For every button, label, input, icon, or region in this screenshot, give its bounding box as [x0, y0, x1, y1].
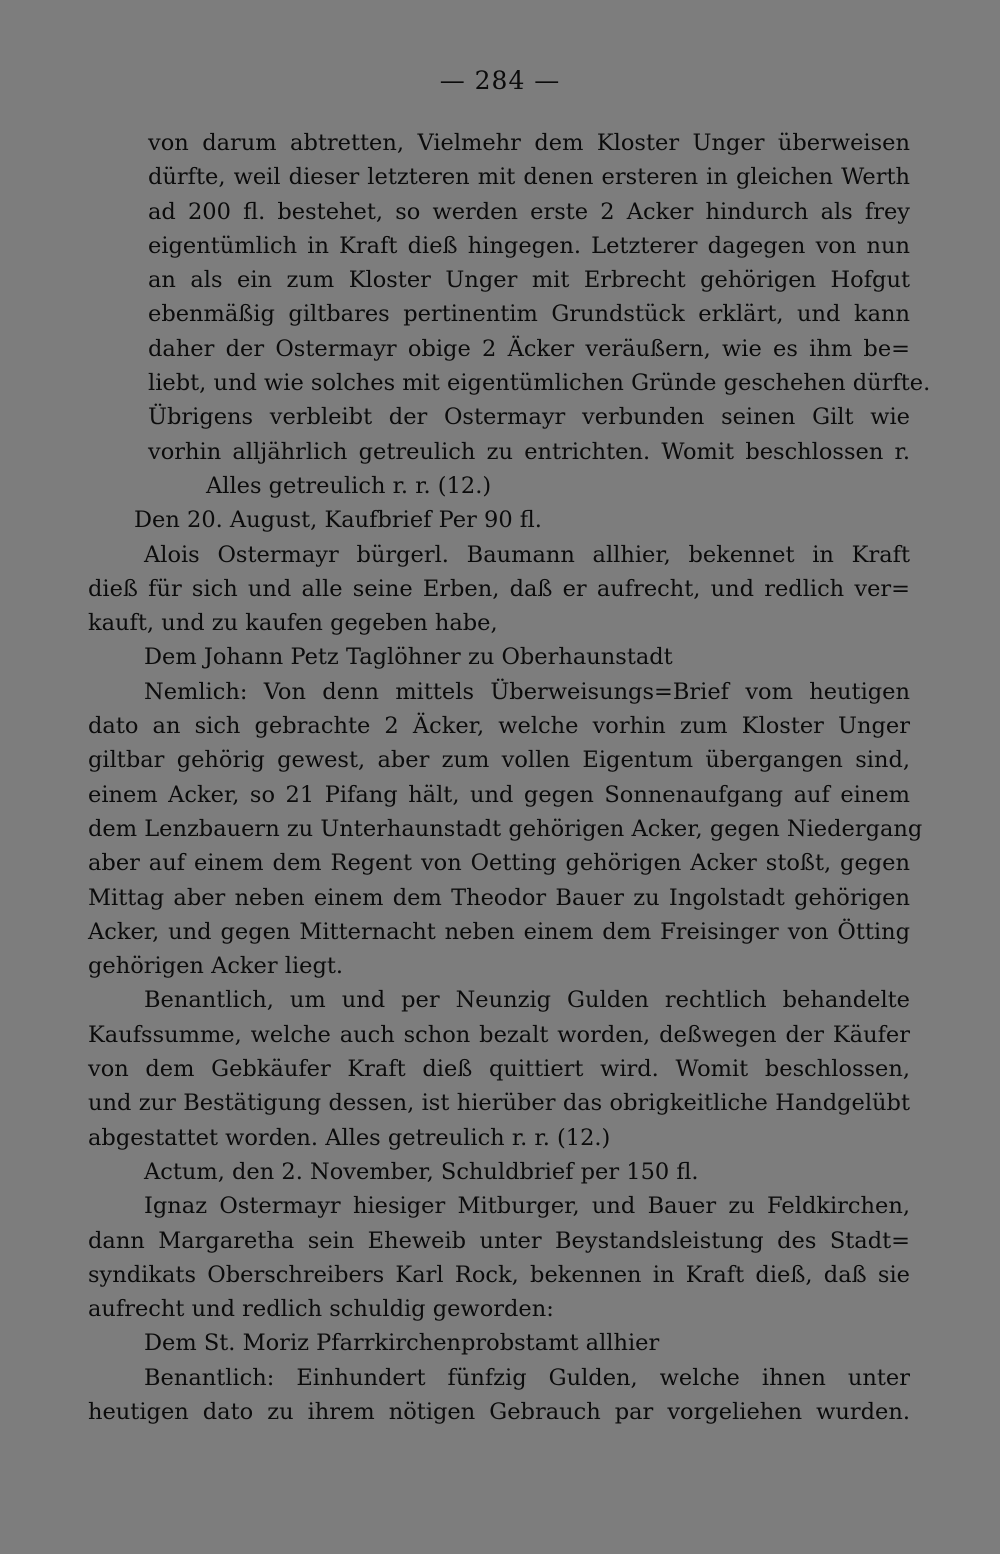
page-number: — 284 — [439, 66, 561, 95]
text-line: Übrigens verbleibt der Ostermayr verbunden seinen Gilt wie [148, 404, 910, 431]
text-line: ad 200 fl. bestehet, so werden erste 2 Acker hindurch als frey [148, 198, 910, 225]
text-line: Mittag aber neben einem dem Theodor Bauer zu Ingolstadt gehörigen [88, 884, 910, 911]
text-line: syndikats Oberschreibers Karl Rock, bekennen in Kraft dieß, daß sie [88, 1261, 910, 1288]
text-line: dürfte, weil dieser letzteren mit denen ersteren in gleichen Werth [148, 164, 910, 191]
text-line: Dem Johann Petz Taglöhner zu Oberhaunstadt [144, 644, 673, 671]
text-line: gehörigen Acker liegt. [88, 953, 344, 980]
text-line: Nemlich: Von denn mittels Überweisungs=Brief vom heutigen [144, 678, 910, 705]
text-line: eigentümlich in Kraft dieß hingegen. Letzterer dagegen von nun [148, 232, 910, 259]
text-line: liebt, und wie solches mit eigentümlichen Gründe geschehen dürfte. [148, 370, 931, 397]
text-line: Benantlich: Einhundert fünfzig Gulden, welche ihnen unter [144, 1364, 910, 1391]
text-line: Kaufssumme, welche auch schon bezalt worden, deßwegen der Käufer [88, 1021, 910, 1048]
text-line: dann Margaretha sein Eheweib unter Beystandsleistung des Stadt= [88, 1227, 910, 1254]
text-line: giltbar gehörig gewest, aber zum vollen Eigentum übergangen sind, [88, 747, 910, 774]
text-line: dieß für sich und alle seine Erben, daß er aufrecht, und redlich ver= [88, 575, 910, 602]
text-line: aufrecht und redlich schuldig geworden: [88, 1296, 554, 1323]
text-line: dem Lenzbauern zu Unterhaunstadt gehörigen Acker, gegen Niedergang [88, 815, 923, 842]
text-line: Alles getreulich r. r. (12.) [206, 472, 492, 499]
entry-heading: Den 20. August, Kaufbrief Per 90 fl. [134, 507, 542, 534]
text-line: daher der Ostermayr obige 2 Äcker veräußern, wie es ihm be= [148, 335, 910, 362]
text-line: abgestattet worden. Alles getreulich r. r. (12.) [88, 1124, 611, 1151]
text-line: Acker, und gegen Mitternacht neben einem dem Freisinger von Ötting [88, 918, 910, 945]
text-line: aber auf einem dem Regent von Oetting gehörigen Acker stoßt, gegen [88, 850, 910, 877]
text-line: kauft, und zu kaufen gegeben habe, [88, 610, 498, 637]
text-line: vorhin alljährlich getreulich zu entrichten. Womit beschlossen r. [148, 438, 910, 465]
text-line: Ignaz Ostermayr hiesiger Mitburger, und Bauer zu Feldkirchen, [144, 1193, 910, 1220]
text-line: und zur Bestätigung dessen, ist hierüber das obrigkeitliche Handgelübt [88, 1090, 910, 1117]
text-line: ebenmäßig giltbares pertinentim Grundstück erklärt, und kann [148, 301, 910, 328]
entry-heading: Actum, den 2. November, Schuldbrief per 150 fl. [144, 1158, 699, 1185]
text-line: einem Acker, so 21 Pifang hält, und gegen Sonnenaufgang auf einem [88, 781, 910, 808]
text-line: Benantlich, um und per Neunzig Gulden rechtlich behandelte [144, 987, 910, 1014]
text-line: von darum abtretten, Vielmehr dem Kloster Unger überweisen [148, 130, 910, 156]
text-line: heutigen dato zu ihrem nötigen Gebrauch par vorgeliehen wurden. [88, 1398, 910, 1425]
text-line: an als ein zum Kloster Unger mit Erbrecht gehörigen Hofgut [148, 267, 910, 294]
body-text [88, 126, 931, 1429]
text-line: von dem Gebkäufer Kraft dieß quittiert wird. Womit beschlossen, [88, 1056, 910, 1083]
text-line: Alois Ostermayr bürgerl. Baumann allhier, bekennet in Kraft [144, 541, 910, 568]
text-line: Dem St. Moriz Pfarrkirchenprobstamt allhier [144, 1330, 660, 1357]
text-line: dato an sich gebrachte 2 Äcker, welche vorhin zum Kloster Unger [88, 713, 910, 740]
